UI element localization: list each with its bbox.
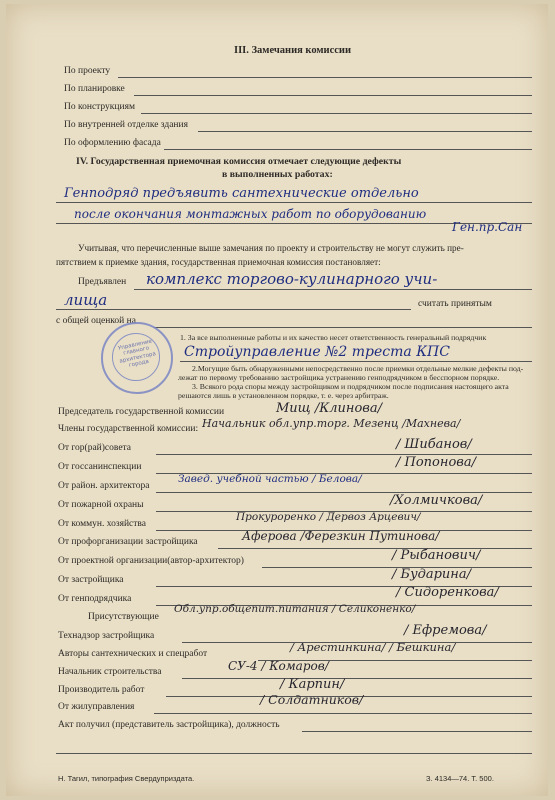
- round-stamp: [101, 322, 173, 394]
- sig-label-authors: Авторы сантехнических и спецработ: [58, 649, 208, 659]
- line-defects-1: [56, 202, 532, 203]
- row-structures: По конструкциям: [64, 102, 135, 112]
- sig-label-designer: От проектной организации(автор-архитектор): [58, 556, 244, 566]
- overall-rating-label: с общей оценкой на: [56, 316, 136, 326]
- note-2b: лежат по первому требованию застройщика устранению генподрядчиком в бесспорном порядке.: [178, 373, 500, 382]
- presented-label: Предъявлен: [78, 277, 127, 287]
- sig-label-union: От профорганизации застройщика: [58, 537, 198, 547]
- row-planning: По планировке: [64, 84, 125, 94]
- note-2a: 2.Могущие быть обнаруженными непосредственно после приемки отдельные мелкие дефекты под-: [192, 364, 524, 373]
- line-chief: [182, 678, 532, 679]
- footer-order: З. 4134—74. Т. 500.: [426, 774, 494, 783]
- sig-label-chief: Начальник строительства: [58, 667, 162, 677]
- line-presented-2: [56, 309, 411, 310]
- sig-label-contractor: От генподрядчика: [58, 594, 132, 604]
- sig-hand-contractor: / Сидоренкова/: [396, 585, 499, 600]
- sig-hand-members: Начальник обл.упр.торг. Мезенц /Махнева/: [202, 417, 461, 430]
- sig-hand-fire: /Холмичкова/: [390, 493, 483, 508]
- sig-hand-sanitary: / Попонова/: [396, 455, 476, 470]
- decision-para-2: пятствием к приемке здания, государственная приемочная комиссия постановляет:: [56, 257, 381, 267]
- sig-label-present: Присутствующие: [88, 612, 159, 622]
- line-project: [118, 77, 532, 78]
- sig-label-foreman: Производитель работ: [58, 685, 145, 695]
- sig-hand-designer: / Рыбанович/: [392, 548, 481, 563]
- sig-label-developer: От застройщика: [58, 575, 124, 585]
- sig-label-chairman: Председатель государственной комиссии: [58, 407, 225, 417]
- presented-value-1: комплекс торгово-кулинарного учи-: [146, 270, 438, 288]
- sig-label-council: От гор(рай)совета: [58, 443, 132, 453]
- line-planning: [134, 95, 532, 96]
- document-page: [6, 4, 548, 796]
- section3-title: III. Замечания комиссии: [234, 45, 352, 56]
- sig-hand-authors: / Арестинкина/ / Бешкина/: [290, 640, 456, 654]
- sig-label-fire: От пожарной охраны: [58, 500, 144, 510]
- sig-hand-present: Обл.упр.общепит.питания / Селиконенко/: [174, 603, 416, 615]
- note1-handwriting: Стройуправление №2 треста КПС: [184, 344, 450, 360]
- sig-label-utilities: От коммун. хозяйства: [58, 519, 146, 529]
- sig-hand-housing: / Солдатников/: [260, 692, 364, 707]
- line-interior: [198, 131, 532, 132]
- line-union: [218, 548, 532, 549]
- section4-title-2: в выполненных работах:: [222, 169, 333, 180]
- sig-hand-chief: СУ-4 / Комаров/: [228, 659, 329, 673]
- note-3a: 3. Всякого рода споры между застройщиком и подрядчиком после подписания настоящего акта: [192, 382, 509, 391]
- defects-handwriting-2: после окончания монтажных работ по оборудованию: [74, 207, 427, 221]
- line-facade: [164, 149, 532, 150]
- presented-value-2: лища: [64, 291, 108, 309]
- sig-hand-chairman: Мищ /Клинова/: [276, 401, 383, 416]
- sig-hand-developer: / Бударина/: [392, 567, 471, 582]
- defects-handwriting-1: Генподряд предъявить сантехнические отдельно: [64, 186, 419, 201]
- sig-hand-foreman: / Карпин/: [280, 677, 345, 692]
- row-project: По проекту: [64, 66, 111, 76]
- row-interior: По внутренней отделке здания: [64, 120, 188, 130]
- line-note-1: [180, 361, 532, 362]
- line-housing: [154, 713, 532, 714]
- sig-label-supervision: Технадзор застройщика: [58, 631, 155, 641]
- line-overall-rating: [154, 327, 532, 328]
- sig-label-architect: От район. архитектора: [58, 481, 150, 491]
- note-1: 1. За все выполненные работы и их качество несет ответственность генеральный подрядчик: [180, 333, 487, 342]
- sig-hand-union: Аферова /Ферезкин Путинова/: [242, 529, 440, 543]
- decision-para-1: Учитывая, что перечисленные выше замечания по проекту и строительству не могут служить пре-: [78, 243, 464, 253]
- sig-hand-council: / Шибанов/: [396, 437, 472, 452]
- row-facade: По оформлению фасада: [64, 138, 161, 148]
- sig-hand-supervision: / Ефремова/: [404, 623, 487, 638]
- sig-label-members: Члены государственной комиссии:: [58, 424, 199, 434]
- line-presented-1: [134, 289, 532, 290]
- sig-hand-architect: Завед. учебной частью / Белова/: [178, 473, 362, 485]
- act-received-label: Акт получил (представитель застройщика), должность: [58, 720, 280, 730]
- stamp-text: Управление главного архитектора города: [117, 338, 157, 369]
- defects-signature: Ген.пр.Сан: [452, 220, 523, 234]
- line-bottom: [56, 753, 532, 754]
- footer-printer: Н. Тагил, типография Свердуприздата.: [58, 774, 195, 783]
- note-3b: решаются лишь в установленном порядке, т. е. через арбитраж.: [178, 391, 389, 400]
- sig-label-housing: От жилуправления: [58, 702, 135, 712]
- line-act-received: [302, 731, 532, 732]
- line-structures: [141, 113, 532, 114]
- section4-title-1: IV. Государственная приемочная комиссия отмечает следующие дефекты: [76, 156, 402, 167]
- sig-hand-utilities: Прокуроренко / Дервоз Арцевич/: [236, 511, 421, 523]
- sig-label-sanitary: От госсанинспекции: [58, 462, 142, 472]
- consider-accepted: считать принятым: [418, 299, 492, 309]
